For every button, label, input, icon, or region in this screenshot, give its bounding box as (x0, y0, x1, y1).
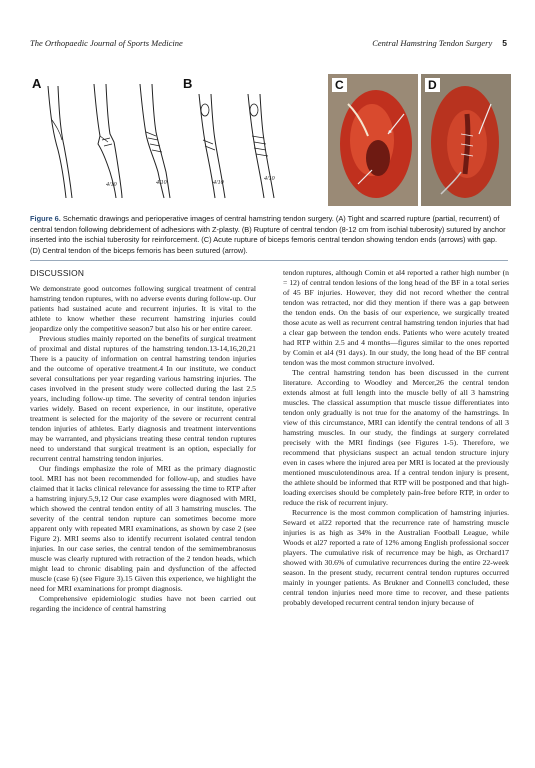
page-number: 5 (502, 38, 507, 48)
figure-6 (28, 74, 508, 206)
panel-label-d: D (425, 78, 440, 92)
sketch-annotation: 4/10 (213, 180, 224, 186)
photo-c (328, 74, 418, 206)
panel-label-c: C (332, 78, 347, 92)
sketch-annotation: 4/10 (264, 176, 275, 182)
sketch-a1 (32, 80, 80, 200)
running-header (30, 38, 507, 48)
body-column-left (30, 268, 256, 614)
paragraph: Our findings emphasize the role of MRI as the primary diagnostic tool. MRI has not been recommended for follow-up, and studies have claimed that it lacks clinical relevance for assessing the time to RTP after a hamstring injury.5,9,12 Our case examples were diagnosed with MRI, which showed the central tendon entity of all 3 hamstring muscles. The severity of the central tendon rupture can sometimes become more apparent only with repeated MRI examinations, as shown by case 2 (see Figure 2). MRI seems also to identify recurrent isolated central tendon injuries. In our case series, the central tendon of the semimembranosus muscle was clearly ruptured with retraction of the 2 tendon heads, which might lead to chronic disabling pain and dysfunction of the affected muscle (case 6) (see Figure 3).15 Given this experience, we highlight the need for MRI examinations for prompt diagnosis. (30, 464, 256, 593)
sketch-annotation: 4/10 (106, 182, 117, 188)
caption-text: Schematic drawings and perioperative images of central hamstring tendon surgery. (A) Tight and scarred rupture (partial, recurrent) of central tendon following debridement of adhesions with Z-plasty. (B) Rupture of central tendon (8-12 cm from ischial tuberosity) sutured by anchor inserted into the ischial tuberosity for reinforcement. (C) Acute rupture of biceps femoris central tendon showing tendon ends (arrows) with gap. (D) Central tendon of the biceps femoris has been sutured (arrow). (30, 214, 506, 255)
paragraph: Recurrence is the most common complication of hamstring injuries. Seward et al22 reported that the recurrence rate of hamstring muscle injuries is as high as 34% in the Australian Football League, while Woods et al27 reported a rate of 12% among English professional soccer players. The cumulative risk of recurrence may be high, as Orchard17 showed with 30.6% of cumulative recurrences during the entire 22-week season. In the present study, recurrent central tendon ruptures occurred mainly in younger patients. As Brukner and Connell3 concluded, these central tendon injuries need more time to recover, and these patients probably developed recurrent central tendon injury because of (283, 508, 509, 607)
sketch-a2 (80, 80, 130, 200)
sketch-b2 (234, 80, 286, 200)
paragraph: The central hamstring tendon has been discussed in the current literature. According to Woodley and Mercer,26 the central tendon extends almost at full length into the muscle belly of all 3 hamstring muscles. The classical assumption that muscle tissue differentiates into tendon only gradually is not true for the anatomy of the hamstrings. In view of this circumstance, MRI can identify the central tendons of all 3 hamstring muscles. In our study, the findings at surgery correlated precisely with the MRI findings (see Figures 1-5). Therefore, we recommend that physicians suspect an actual tendon structure injury even in cases where the injured area per MRI is located at the previously mentioned musculotendinous area. If a central tendon injury is present, the athlete should be informed that RTP will be postponed and that high-loading exercises should be completely pain-free before RTP, in order to reduce the risk of recurrent injury. (283, 368, 509, 507)
caption-label: Figure 6. (30, 214, 61, 223)
paragraph: tendon ruptures, although Comin et al4 reported a rather high number (n = 12) of central tendon lesions of the long head of the BF in a total series of 45 BF injuries. However, they did not record whether the central tendon was retracted, nor did they mention if there was a gap between the tendon ends. On the basis of our experience, we surgically treated those acute as well as recurrent central hamstring tendon injuries that had a clear gap between the tendon ends. Patients who were acutely treated had RTP within 2.5 and 4 months—figures similar to the ones reported by Comin et al4 (91 days). In our study, the long head of the BF central tendon was the most common structure involved. (283, 268, 509, 367)
panel-label-b: B (183, 76, 193, 91)
article-title: Central Hamstring Tendon Surgery (372, 38, 493, 48)
section-heading: DISCUSSION (30, 268, 85, 278)
body-column-right (283, 268, 509, 608)
sketch-b1 (183, 80, 235, 200)
figure-caption (30, 210, 508, 261)
paragraph: Previous studies mainly reported on the benefits of surgical treatment of proximal and distal ruptures of the hamstring tendon.13-14,16,20,21 There is a paucity of information on central hamstring tendon injuries and the outcome of operative treatment.4 In our institute, we conduct several consultations per year regarding various hamstring injuries. The cases involved in the present study were collected during the last 2.5 years, including follow-up time. The severity of central tendon injuries varies widely. Based on recent experience, in our institute, operative treatment is selected for the majority of the severe or recurrent central tendon injuries of athletes. Early diagnosis and treatment interventions may be warranted, and physicians treating these central tendon ruptures need to understand that surgical treatment is an option, especially for recurrent central hamstring tendon injuries. (30, 334, 256, 463)
sketch-annotation: 4/10 (156, 180, 167, 186)
journal-title: The Orthopaedic Journal of Sports Medicine (30, 38, 183, 48)
paragraph: We demonstrate good outcomes following surgical treatment of central hamstring tendon ruptures, with no adverse events during follow-up. Our patients had sustained acute and recurrent injuries. It is vital to the athlete to know whether these recurrent hamstring injuries could jeopardize only the competitive season7 but also his or her entire career. (30, 284, 256, 333)
photo-d (421, 74, 511, 206)
panel-label-a: A (32, 76, 42, 91)
sketch-a3 (128, 80, 178, 200)
paragraph: Comprehensive epidemiologic studies have not been carried out regarding the incidence of central hamstring (30, 594, 256, 613)
